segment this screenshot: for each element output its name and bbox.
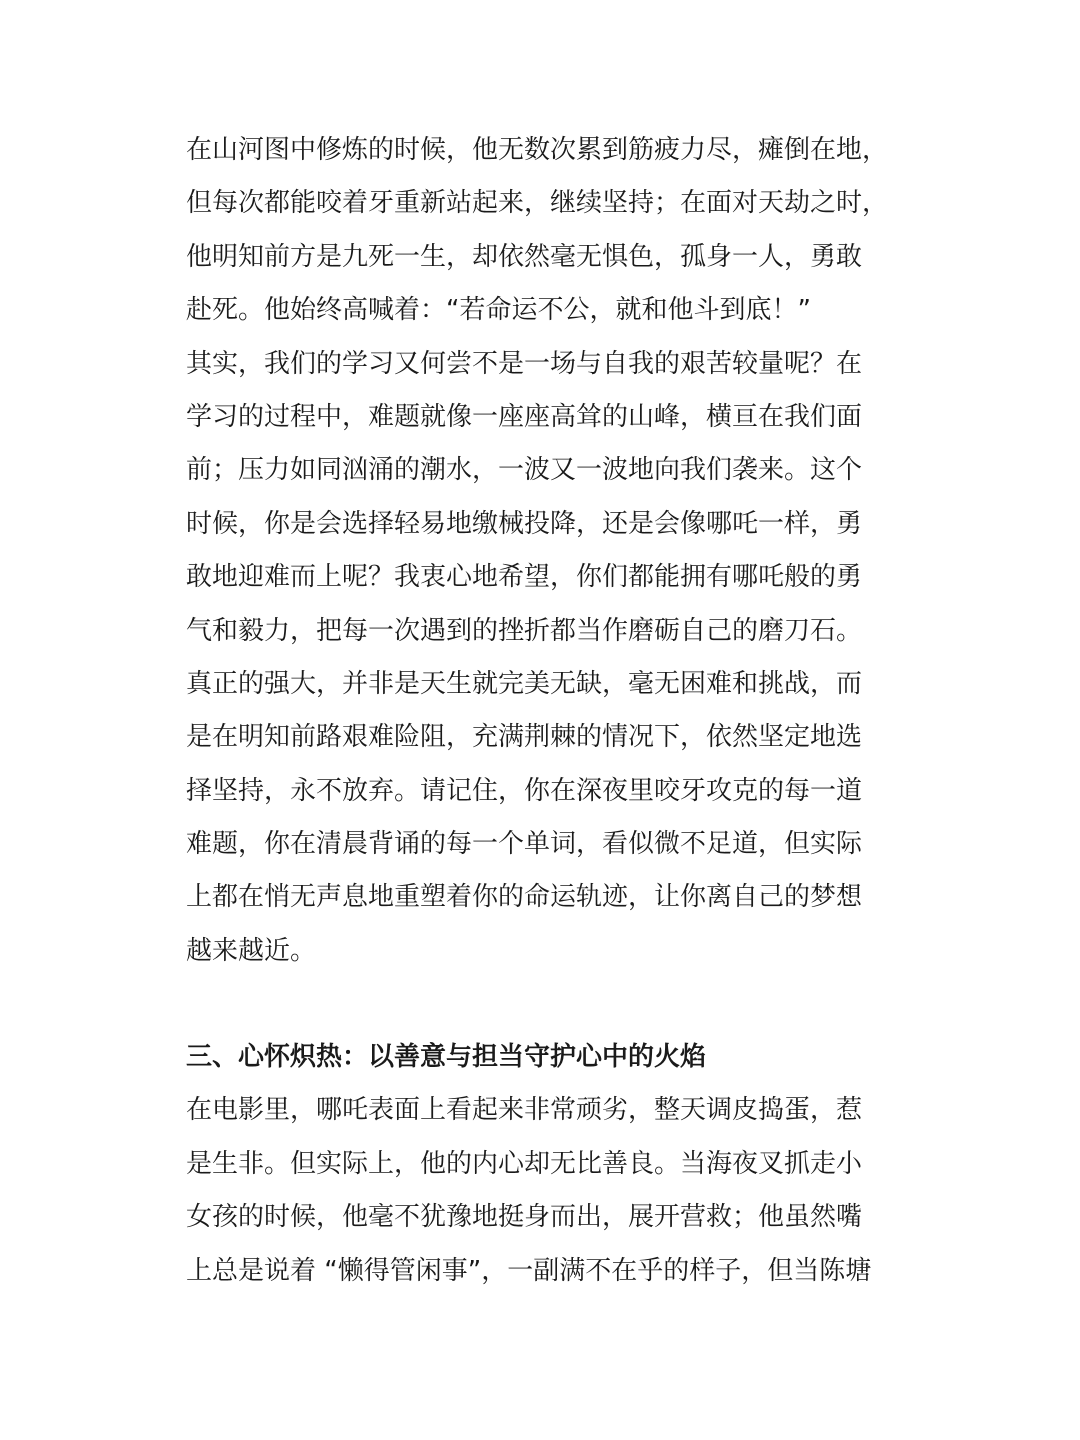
paragraph-2-line: 其实，我们的学习又何尝不是一场与自我的艰苦较量呢？在	[186, 348, 863, 379]
paragraph-2-line: 时候，你是会选择轻易地缴械投降，还是会像哪吒一样，勇	[186, 508, 863, 539]
paragraph-2-line: 难题，你在清晨背诵的每一个单词，看似微不足道，但实际	[186, 829, 863, 860]
section-heading: 三、心怀炽热：以善意与担当守护心中的火焰	[186, 1042, 707, 1072]
section-3-line: 女孩的时候，他毫不犹豫地挺身而出，展开营救；他虽然嘴	[186, 1202, 863, 1233]
paragraph-1-line: 在山河图中修炼的时候，他无数次累到筋疲力尽，瘫倒在地，	[186, 135, 889, 165]
section-3-line: 是生非。但实际上，他的内心却无比善良。当海夜叉抓走小	[186, 1148, 863, 1179]
section-3-line: 上总是说着 “懒得管闲事”，一副满不在乎的样子，但当陈塘	[186, 1255, 872, 1286]
paragraph-2-line: 真正的强大，并非是天生就完美无缺，毫无困难和挑战，而	[186, 668, 863, 699]
paragraph-2-line: 学习的过程中，难题就像一座座高耸的山峰，横亘在我们面	[186, 401, 863, 432]
paragraph-2-line: 越来越近。	[186, 935, 317, 966]
paragraph-1-line: 他明知前方是九死一生，却依然毫无惧色，孤身一人，勇敢	[186, 241, 863, 272]
body-text-upper	[186, 124, 926, 978]
paragraph-2-line: 上都在悄无声息地重塑着你的命运轨迹，让你离自己的梦想	[186, 882, 863, 913]
paragraph-2-line: 是在明知前路艰难险阻，充满荆棘的情况下，依然坚定地选	[186, 722, 863, 753]
section-3	[186, 1031, 926, 1298]
paragraph-2-line: 气和毅力，把每一次遇到的挫折都当作磨砺自己的磨刀石。	[186, 615, 863, 646]
paragraph-1-line: 但每次都能咬着牙重新站起来，继续坚持；在面对天劫之时，	[186, 188, 889, 219]
paragraph-2-line: 敢地迎难而上呢？我衷心地希望，你们都能拥有哪吒般的勇	[186, 562, 863, 593]
paragraph-2-line: 前；压力如同汹涌的潮水，一波又一波地向我们袭来。这个	[186, 455, 863, 486]
paragraph-1-line: 赴死。他始终高喊着：“若命运不公，就和他斗到底！”	[186, 295, 811, 326]
section-3-line: 在电影里，哪吒表面上看起来非常顽劣，整天调皮捣蛋，惹	[186, 1095, 863, 1126]
paragraph-2-line: 择坚持，永不放弃。请记住，你在深夜里咬牙攻克的每一道	[186, 775, 863, 806]
